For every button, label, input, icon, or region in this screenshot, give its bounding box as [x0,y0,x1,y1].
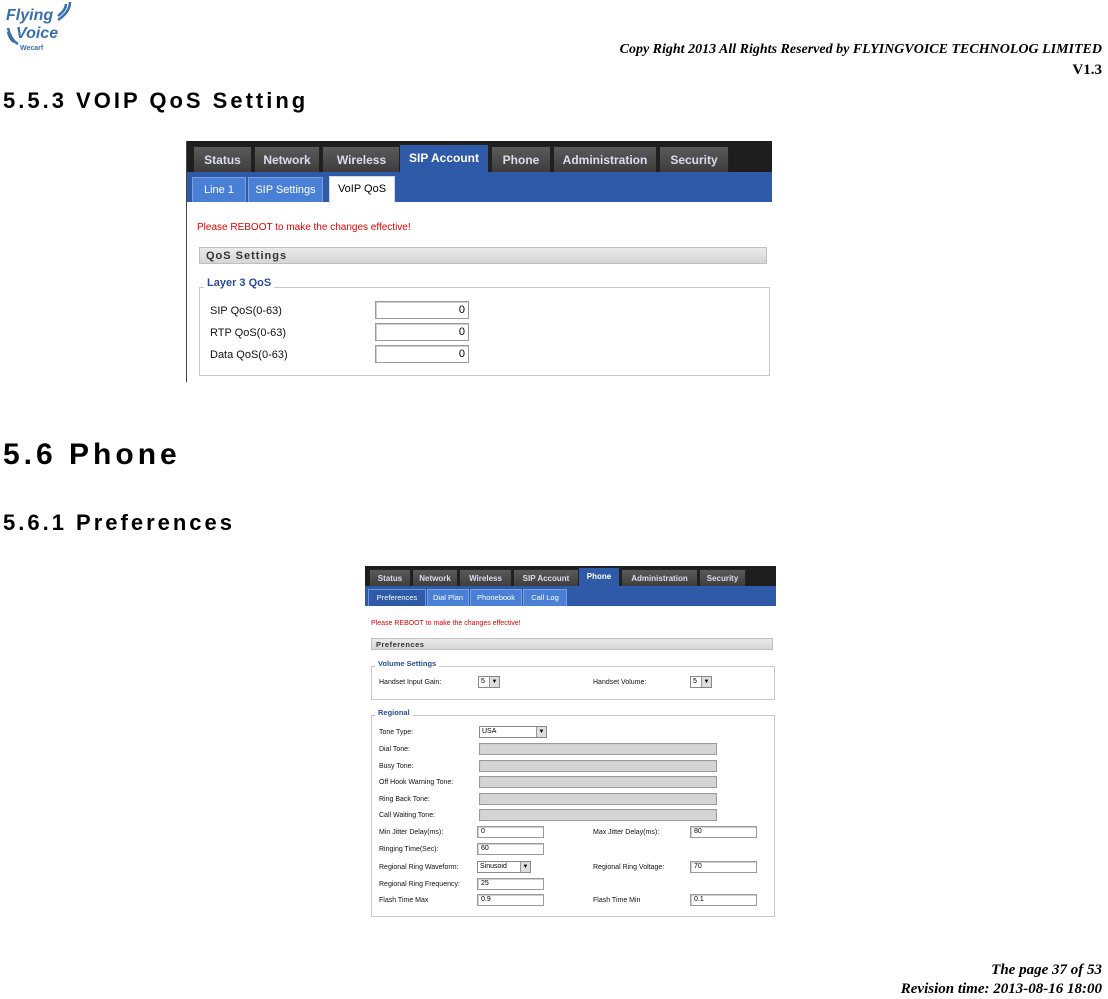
layer3-qos-legend: Layer 3 QoS [204,277,274,289]
handset-volume-label: Handset Volume: [593,679,647,686]
voip-qos-screenshot [186,141,772,382]
tab-administration[interactable]: Administration [553,146,657,173]
reboot-notice: Please REBOOT to make the changes effective! [371,620,521,627]
tab-network[interactable]: Network [254,146,320,173]
logo-line1: Flying [6,7,54,24]
logo-line2: Voice [16,25,59,42]
sub-navigation [187,172,772,202]
tab-phone[interactable]: Phone [578,567,620,587]
tone-type-value: USA [482,728,497,735]
dial-tone-input[interactable] [479,743,717,755]
tab-security[interactable]: Security [699,569,746,587]
subtab-dial-plan[interactable]: Dial Plan [427,589,469,606]
chevron-down-icon: ▼ [489,677,499,687]
subtab-line-1[interactable]: Line 1 [192,177,246,202]
tab-sip-account[interactable]: SIP Account [399,144,489,173]
regional-ring-voltage-label: Regional Ring Voltage: [593,864,665,871]
chevron-down-icon: ▼ [520,862,530,872]
min-jitter-delay-input[interactable]: 0 [477,826,544,838]
off-hook-warning-tone-label: Off Hook Warning Tone: [379,779,454,786]
regional-ring-frequency-input[interactable]: 25 [477,878,544,890]
sip-qos-label: SIP QoS(0-63) [210,305,282,317]
max-jitter-delay-label: Max Jitter Delay(ms): [593,829,660,836]
tab-sip-account[interactable]: SIP Account [513,569,579,587]
tab-status[interactable]: Status [193,146,252,173]
page-number: The page 37 of 53 [991,962,1102,978]
tab-wireless[interactable]: Wireless [322,146,401,173]
rtp-qos-label: RTP QoS(0-63) [210,327,287,339]
regional-ring-waveform-label: Regional Ring Waveform: [379,864,459,871]
subtab-voip-qos[interactable]: VoIP QoS [329,176,395,203]
call-waiting-tone-input[interactable] [479,809,717,821]
flash-time-max-label: Flash Time Max [379,897,429,904]
regional-legend: Regional [375,708,413,717]
volume-settings-legend: Volume Settings [375,659,439,668]
chevron-down-icon: ▼ [701,677,711,687]
subtab-sip-settings[interactable]: SIP Settings [248,177,323,202]
busy-tone-input[interactable] [479,760,717,772]
max-jitter-delay-input[interactable]: 80 [690,826,757,838]
dial-tone-label: Dial Tone: [379,746,411,753]
regional-ring-waveform-value: Sinusoid [480,863,507,870]
tab-administration[interactable]: Administration [621,569,698,587]
flash-time-min-label: Flash Time Min [593,897,641,904]
top-navigation [187,141,772,172]
top-navigation [365,566,776,586]
flash-time-min-input[interactable]: 0.1 [690,894,757,906]
tone-type-label: Tone Type: [379,729,414,736]
call-waiting-tone-label: Call Waiting Tone: [379,812,436,819]
min-jitter-delay-label: Min Jitter Delay(ms): [379,829,444,836]
tab-wireless[interactable]: Wireless [459,569,512,587]
copyright-text: Copy Right 2013 All Rights Reserved by FLYINGVOICE TECHNOLOG LIMITED [619,42,1102,57]
rtp-qos-input[interactable]: 0 [375,323,469,341]
heading-phone: 5.6 Phone [3,438,181,471]
ring-back-tone-label: Ring Back Tone: [379,796,430,803]
tab-security[interactable]: Security [659,146,729,173]
ringing-time-label: Ringing Time(Sec): [379,846,439,853]
handset-input-gain-select[interactable] [478,676,500,688]
data-qos-input[interactable]: 0 [375,345,469,363]
handset-volume-value: 5 [693,678,697,685]
chevron-down-icon: ▼ [536,727,546,737]
handset-input-gain-value: 5 [481,678,485,685]
version-text: V1.3 [1072,62,1102,78]
handset-volume-select[interactable] [690,676,712,688]
ringing-time-input[interactable]: 60 [477,843,544,855]
qos-settings-header: QoS Settings [199,247,767,264]
phone-preferences-screenshot [365,566,776,918]
tab-network[interactable]: Network [412,569,458,587]
tone-type-select[interactable] [479,726,547,738]
subtab-phonebook[interactable]: Phonebook [470,589,522,606]
busy-tone-label: Busy Tone: [379,763,414,770]
tab-phone[interactable]: Phone [491,146,551,173]
flash-time-max-input[interactable]: 0.9 [477,894,544,906]
reboot-notice: Please REBOOT to make the changes effective! [197,222,411,233]
preferences-header: Preferences [371,638,773,650]
sip-qos-input[interactable]: 0 [375,301,469,319]
handset-input-gain-label: Handset Input Gain: [379,679,442,686]
regional-ring-waveform-select[interactable] [477,861,531,873]
regional-ring-frequency-label: Regional Ring Frequency: [379,881,460,888]
tab-status[interactable]: Status [369,569,411,587]
data-qos-label: Data QoS(0-63) [210,349,288,361]
heading-preferences: 5.6.1 Preferences [3,510,236,535]
regional-ring-voltage-input[interactable]: 70 [690,861,757,873]
logo-line3: Wecarf [20,45,44,52]
sub-navigation [365,586,776,606]
subtab-call-log[interactable]: Call Log [523,589,567,606]
heading-voip-qos-setting: 5.5.3 VOIP QoS Setting [3,88,309,113]
flyingvoice-logo [6,2,76,58]
off-hook-warning-tone-input[interactable] [479,776,717,788]
subtab-preferences[interactable]: Preferences [368,589,426,606]
revision-time: Revision time: 2013-08-16 18:00 [900,981,1102,997]
ring-back-tone-input[interactable] [479,793,717,805]
